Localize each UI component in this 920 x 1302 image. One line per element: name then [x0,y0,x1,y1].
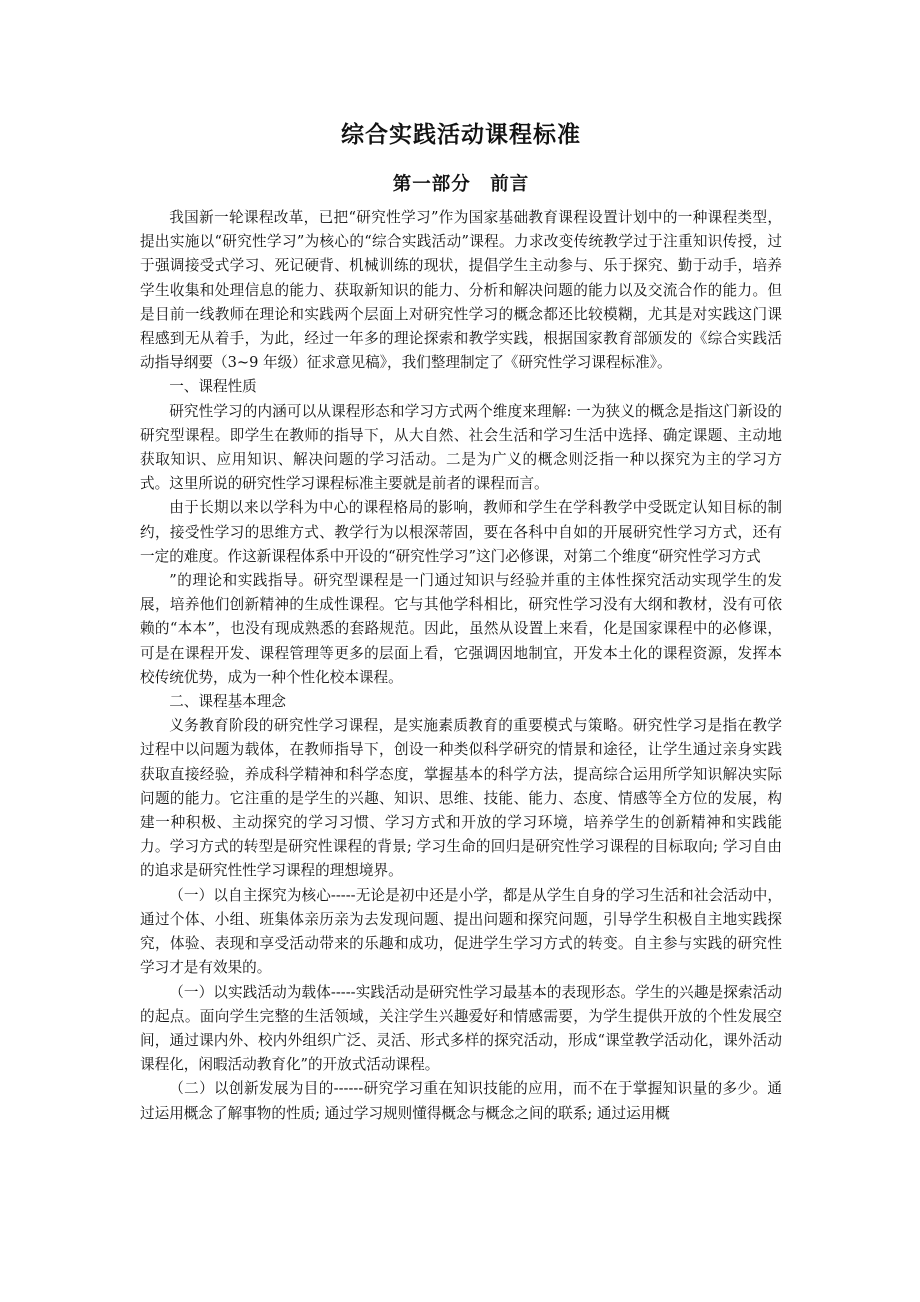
paragraph-point-1: （一）以自主探究为核心-----无论是初中还是小学，都是从学生自身的学习生活和社会活动中，通过个体、小组、班集体亲历亲为去发现问题、提出问题和探究问题，引导学生积极自主地实践探究，体验、表现和享受活动带来的乐趣和成功，促进学生学习方式的转变。自主参与实践的研究性学习才是有效果的。 [140,886,782,977]
document-body [140,206,782,1126]
heading-course-nature: 一、课程性质 [169,378,257,396]
paragraph-background: 由于长期以来以学科为中心的课程格局的影响，教师和学生在学科教学中受既定认知目标的制约，接受性学习的思维方式、教学行为以根深蒂固，要在各科中自如的开展研究性学习方式，还有一定的难度。作这新课程体系中开设的“研究性学习”这门必修课，对第二个维度“研究性学习方式 [140,499,782,565]
paragraph-point-3: （二）以创新发展为目的------研究学习重在知识技能的应用，而不在于掌握知识量的多少。通过运用概念了解事物的性质; 通过学习规则懂得概念与概念之间的联系; 通过运用概 [140,1080,782,1122]
paragraph-basic-concepts: 义务教育阶段的研究性学习课程，是实施素质教育的重要模式与策略。研究性学习是指在教学过程中以问题为载体，在教师指导下，创设一种类似科学研究的情景和途径，让学生通过亲身实践获取直接经验，养成科学精神和科学态度，掌握基本的科学方法，提高综合运用所学知识解决实际问题的能力。它注重的是学生的兴趣、知识、思维、技能、能力、态度、情感等全方位的发展，构建一种积极、主动探究的学习习惯、学习方式和开放的学习环境，培养学生的创新精神和实践能力。学习方式的转型是研究性课程的背景; 学习生命的回归是研究性学习课程的目标取向; 学习自由的追求是研究性性学习课程的理想境界。 [140,717,782,880]
paragraph-background-cont: ”的理论和实践指导。研究型课程是一门通过知识与经验并重的主体性探究活动实现学生的发展，培养他们创新精神的生成性课程。它与其他学科相比，研究性学习没有大纲和教材，没有可依赖的“本本”，也没有现成熟悉的套路规范。因此，虽然从设置上来看，化是国家课程中的必修课，可是在课程开发、课程管理等更多的层面上看，它强调因地制宜，开发本土化的课程资源，发挥本校传统优势，成为一种个性化校本课程。 [140,572,782,686]
section-heading: 第一部分 前言 [392,174,530,195]
paragraph-course-nature: 研究性学习的内涵可以从课程形态和学习方式两个维度来理解: 一为狭义的概念是指这门新设的研究型课程。即学生在教师的指导下，从大自然、社会生活和学习生活中选择、确定课题、主动地获取知识、应用知识、解决问题的学习活动。二是为广义的概念则泛指一种以探究为主的学习方式。这里所说的研究性学习课程标准主要就是前者的课程而言。 [140,402,782,493]
paragraph-point-2: （一）以实践活动为载体-----实践活动是研究性学习最基本的表现形态。学生的兴趣是探索活动的起点。面向学生完整的生活领域，关注学生兴趣爱好和情感需要，为学生提供开放的个性发展空间，通过课内外、校内外组织广泛、灵活、形式多样的探究活动，形成“课堂教学活动化，课外活动课程化，闲暇活动教育化”的开放式活动课程。 [140,983,782,1074]
heading-basic-concepts: 二、课程基本理念 [169,693,286,711]
document-title: 综合实践活动课程标准 [341,122,581,148]
paragraph-intro: 我国新一轮课程改革，已把“研究性学习”作为国家基础教育课程设置计划中的一种课程类型，提出实施以“研究性学习”为核心的“综合实践活动”课程。力求改变传统教学过于注重知识传授，过于强调接受式学习、死记硬背、机械训练的现状，提倡学生主动参与、乐于探究、勤于动手，培养学生收集和处理信息的能力、获取新知识的能力、分析和解决问题的能力以及交流合作的能力。但是目前一线教师在理论和实践两个层面上对研究性学习的概念都还比较模糊，尤其是对实践这门课程感到无从着手，为此，经过一年多的理论探索和教学实践，根据国家教育部颁发的《综合实践活动指导纲要（3~9 年级）征求意见稿》，我们整理制定了《研究性学习课程标准》。 [140,209,782,372]
